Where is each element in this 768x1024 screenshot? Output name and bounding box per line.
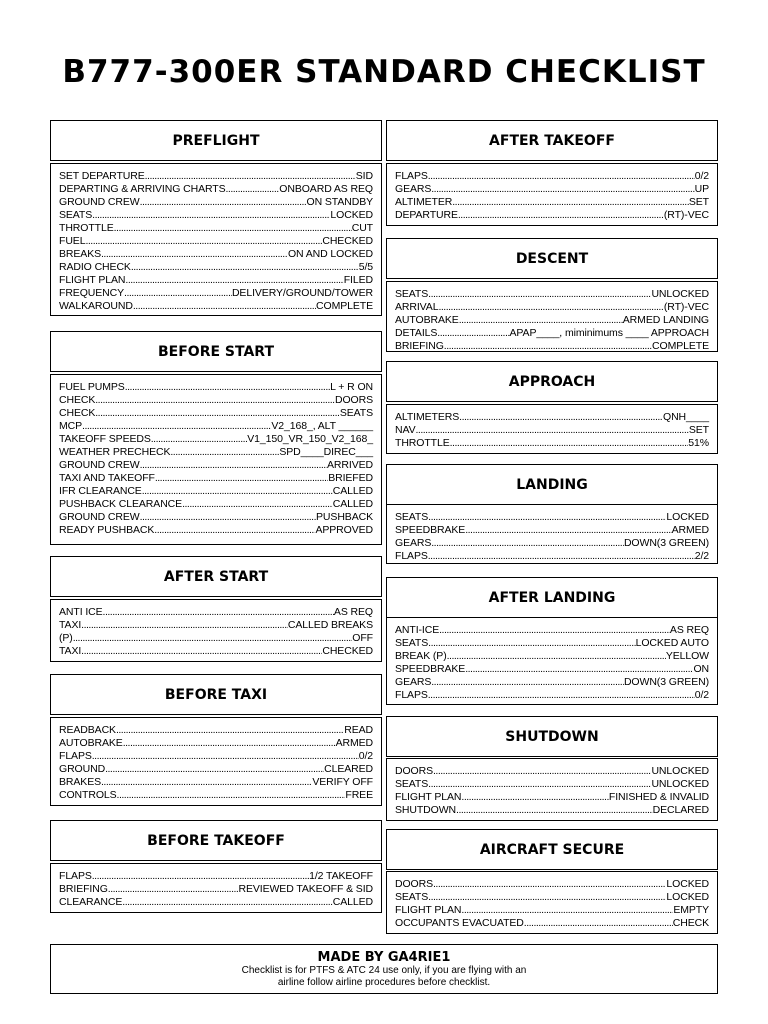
checklist-row <box>395 778 709 791</box>
checklist-item-value: DECLARED <box>652 804 709 816</box>
section-items-after-start <box>50 599 382 662</box>
dot-leader <box>81 619 288 632</box>
checklist-item-value: ARMED LANDING <box>622 314 709 326</box>
checklist-item-label: OCCUPANTS EVACUATED <box>395 917 524 929</box>
section-items-before-takeoff <box>50 863 382 913</box>
checklist-row <box>59 196 373 209</box>
checklist-row <box>395 650 709 663</box>
checklist-item-label: GROUND CREW <box>59 196 140 208</box>
dot-leader <box>92 870 309 883</box>
dot-leader <box>101 248 288 261</box>
dot-leader <box>140 459 327 472</box>
checklist-item-label: SPEEDBRAKE <box>395 663 466 675</box>
checklist-item-value: V2_168_, ALT ______ <box>271 420 373 432</box>
checklist-item-label: GROUND CREW <box>59 511 140 523</box>
checklist-row <box>59 896 373 909</box>
checklist-item-label: GEARS <box>395 537 432 549</box>
checklist-row <box>59 776 373 789</box>
checklist-row <box>395 314 709 327</box>
checklist-row <box>59 459 373 472</box>
dot-leader <box>428 891 666 904</box>
section-items-landing <box>386 504 718 564</box>
dot-leader <box>433 878 666 891</box>
checklist-item-value: V1_150_VR_150_V2_168_ <box>247 433 373 445</box>
checklist-item-label: BREAKS <box>59 248 101 260</box>
checklist-item-value: OFF <box>352 632 373 644</box>
checklist-item-label: BRIEFING <box>395 340 444 352</box>
dot-leader <box>95 394 335 407</box>
checklist-row <box>59 763 373 776</box>
checklist-item-label: FLAPS <box>395 550 428 562</box>
checklist-item-label: SPEEDBRAKE <box>395 524 466 536</box>
checklist-row <box>395 170 709 183</box>
checklist-row <box>395 637 709 650</box>
section-header-after-takeoff: AFTER TAKEOFF <box>386 120 718 161</box>
checklist-row <box>395 791 709 804</box>
checklist-item-label: THROTTLE <box>395 437 450 449</box>
checklist-row <box>395 340 709 353</box>
section-header-preflight: PREFLIGHT <box>50 120 382 161</box>
checklist-item-value: EMPTY <box>673 904 709 916</box>
checklist-item-value: PUSHBACK <box>316 511 373 523</box>
dot-leader <box>103 606 334 619</box>
checklist-row <box>59 737 373 750</box>
checklist-item-value: APAP____, miminimums ____ APPROACH <box>509 327 709 339</box>
checklist-item-label: SEATS <box>395 778 429 790</box>
dot-leader <box>438 301 663 314</box>
checklist-item-label: TAXI <box>59 619 82 631</box>
checklist-item-label: DOORS <box>395 765 434 777</box>
dot-leader <box>416 424 689 437</box>
checklist-item-label: CLEARANCE <box>59 896 123 908</box>
dot-leader <box>117 789 346 802</box>
checklist-item-label: READY PUSHBACK <box>59 524 155 536</box>
dot-leader <box>92 209 330 222</box>
dot-leader <box>428 637 635 650</box>
dot-leader <box>465 524 671 537</box>
checklist-item-value: 5/5 <box>358 261 373 273</box>
checklist-item-label: ARRIVAL <box>395 301 439 313</box>
checklist-row <box>395 288 709 301</box>
checklist-row <box>395 183 709 196</box>
section-header-shutdown: SHUTDOWN <box>386 716 718 757</box>
checklist-item-value: L + R ON <box>330 381 373 393</box>
dot-leader <box>182 498 333 511</box>
checklist-row <box>59 750 373 763</box>
section-header-descent: DESCENT <box>386 238 718 279</box>
checklist-item-value: DOWN(3 GREEN) <box>623 676 709 688</box>
checklist-item-value: 51% <box>688 437 709 449</box>
dot-leader <box>124 287 232 300</box>
checklist-row <box>395 917 709 930</box>
checklist-item-value: 0/2 <box>694 170 709 182</box>
checklist-row <box>395 437 709 450</box>
checklist-item-value: LOCKED <box>666 878 709 890</box>
checklist-item-label: FLAPS <box>395 170 428 182</box>
checklist-item-label: SEATS <box>59 209 93 221</box>
dot-leader <box>226 183 280 196</box>
checklist-item-label: FUEL <box>59 235 86 247</box>
section-items-aircraft-secure <box>386 871 718 934</box>
checklist-item-label: IFR CLEARANCE <box>59 485 142 497</box>
checklist-row <box>395 676 709 689</box>
checklist-row <box>59 883 373 896</box>
checklist-item-value: LOCKED <box>330 209 373 221</box>
checklist-row <box>59 287 373 300</box>
checklist-item-value: CLEARED <box>324 763 373 775</box>
checklist-row <box>59 407 373 420</box>
checklist-item-value: UP <box>694 183 709 195</box>
checklist-item-value: FREE <box>345 789 373 801</box>
dot-leader <box>154 524 315 537</box>
checklist-row <box>59 183 373 196</box>
checklist-item-value: 0/2 <box>694 689 709 701</box>
checklist-row <box>395 327 709 340</box>
checklist-item-label: AUTOBRAKE <box>59 737 123 749</box>
checklist-row <box>59 446 373 459</box>
checklist-item-value: FINISHED & INVALID <box>608 791 709 803</box>
checklist-item-value: 2/2 <box>694 550 709 562</box>
checklist-row <box>59 274 373 287</box>
dot-leader <box>170 446 279 459</box>
checklist-row <box>59 789 373 802</box>
checklist-item-label: SHUTDOWN <box>395 804 457 816</box>
checklist-item-value: ARMED <box>335 737 373 749</box>
checklist-row <box>59 632 373 645</box>
checklist-item-value: ON <box>693 663 709 675</box>
checklist-item-label: FUEL PUMPS <box>59 381 125 393</box>
checklist-row <box>395 550 709 563</box>
checklist-item-label: ANTI ICE <box>59 606 103 618</box>
dot-leader <box>122 896 332 909</box>
checklist-item-value: ARRIVED <box>327 459 373 471</box>
checklist-item-label: SEATS <box>395 511 429 523</box>
checklist-item-label: DEPARTURE <box>395 209 458 221</box>
checklist-row <box>59 645 373 658</box>
checklist-item-value: VERIFY OFF <box>312 776 373 788</box>
dot-leader <box>108 883 239 896</box>
checklist-item-label: SET DEPARTURE <box>59 170 145 182</box>
checklist-item-label: DETAILS <box>395 327 438 339</box>
checklist-item-value: UNLOCKED <box>651 778 709 790</box>
checklist-item-label: WALKAROUND <box>59 300 133 312</box>
dot-leader <box>140 511 316 524</box>
checklist-row <box>59 209 373 222</box>
checklist-row <box>395 196 709 209</box>
dot-leader <box>155 472 328 485</box>
section-header-landing: LANDING <box>386 464 718 505</box>
section-header-after-start: AFTER START <box>50 556 382 597</box>
checklist-item-label: TAXI <box>59 645 82 657</box>
checklist-row <box>395 524 709 537</box>
dot-leader <box>142 485 333 498</box>
checklist-item-value: AS REQ <box>333 606 373 618</box>
checklist-row <box>59 433 373 446</box>
checklist-item-label: DOORS <box>395 878 434 890</box>
dot-leader <box>428 288 651 301</box>
footer-title: MADE BY GA4RIE1 <box>317 950 451 965</box>
checklist-row <box>59 511 373 524</box>
checklist-row <box>59 420 373 433</box>
checklist-row <box>59 498 373 511</box>
dot-leader <box>431 183 694 196</box>
dot-leader <box>437 327 509 340</box>
dot-leader <box>116 724 344 737</box>
checklist-row <box>395 663 709 676</box>
checklist-item-label: FLAPS <box>395 689 428 701</box>
dot-leader <box>92 750 359 763</box>
section-header-aircraft-secure: AIRCRAFT SECURE <box>386 829 718 870</box>
checklist-item-value: DOWN(3 GREEN) <box>623 537 709 549</box>
checklist-item-label: SEATS <box>395 637 429 649</box>
checklist-item-value: LOCKED AUTO <box>635 637 709 649</box>
dot-leader <box>82 420 271 433</box>
section-header-approach: APPROACH <box>386 361 718 402</box>
checklist-item-value: CALLED <box>332 896 373 908</box>
dot-leader <box>105 763 324 776</box>
dot-leader <box>123 737 336 750</box>
checklist-item-label: TAXI AND TAKEOFF <box>59 472 155 484</box>
checklist-row <box>395 904 709 917</box>
dot-leader <box>95 407 340 420</box>
checklist-item-label: CHECK <box>59 394 96 406</box>
checklist-row <box>59 170 373 183</box>
checklist-item-label: FLAPS <box>59 750 92 762</box>
checklist-item-value: CHECK <box>672 917 709 929</box>
dot-leader <box>439 624 670 637</box>
checklist-item-label: SEATS <box>395 891 429 903</box>
dot-leader <box>524 917 673 930</box>
footer-note-line-1: Checklist is for PTFS & ATC 24 use only, if you are flying with an <box>241 965 527 976</box>
checklist-row <box>395 765 709 778</box>
checklist-item-label: TAKEOFF SPEEDS <box>59 433 151 445</box>
dot-leader <box>428 550 695 563</box>
checklist-row <box>395 624 709 637</box>
checklist-item-value: SID <box>355 170 373 182</box>
dot-leader <box>458 209 664 222</box>
checklist-item-value: AS REQ <box>669 624 709 636</box>
dot-leader <box>125 381 330 394</box>
dot-leader <box>151 433 247 446</box>
checklist-item-value: YELLOW <box>665 650 709 662</box>
checklist-item-value: SET <box>688 424 709 436</box>
dot-leader <box>465 663 693 676</box>
checklist-row <box>59 394 373 407</box>
checklist-row <box>59 606 373 619</box>
checklist-item-value: LOCKED <box>666 891 709 903</box>
checklist-item-label: RADIO CHECK <box>59 261 131 273</box>
checklist-item-value: FILED <box>343 274 373 286</box>
section-header-before-start: BEFORE START <box>50 331 382 372</box>
checklist-item-label: FLIGHT PLAN <box>395 904 462 916</box>
checklist-item-label: BREAK (P) <box>395 650 447 662</box>
checklist-row <box>395 424 709 437</box>
page-title: B777-300ER STANDARD CHECKLIST <box>62 54 706 90</box>
section-header-before-takeoff: BEFORE TAKEOFF <box>50 820 382 861</box>
section-items-descent <box>386 281 718 352</box>
dot-leader <box>85 235 322 248</box>
dot-leader <box>133 300 316 313</box>
checklist-item-label: GEARS <box>395 183 432 195</box>
checklist-row <box>395 511 709 524</box>
checklist-row <box>395 878 709 891</box>
checklist-row <box>59 300 373 313</box>
checklist-item-value: COMPLETE <box>316 300 373 312</box>
section-items-before-taxi <box>50 717 382 806</box>
checklist-row <box>59 472 373 485</box>
section-items-after-takeoff <box>386 163 718 226</box>
checklist-item-value: APPROVED <box>315 524 373 536</box>
checklist-item-value: ON AND LOCKED <box>287 248 373 260</box>
checklist-item-value: CALLED <box>332 498 373 510</box>
checklist-item-value: DOORS <box>334 394 373 406</box>
section-items-preflight <box>50 163 382 316</box>
checklist-item-value: QNH____ <box>663 411 709 423</box>
checklist-row <box>59 485 373 498</box>
dot-leader <box>431 537 624 550</box>
section-header-before-taxi: BEFORE TAXI <box>50 674 382 715</box>
dot-leader <box>452 196 689 209</box>
dot-leader <box>101 776 312 789</box>
section-items-shutdown <box>386 758 718 821</box>
checklist-row <box>395 209 709 222</box>
checklist-item-value: (RT)-VEC <box>663 209 709 221</box>
checklist-item-label: (P) <box>59 632 73 644</box>
checklist-item-value: READ <box>344 724 373 736</box>
checklist-item-label: SEATS <box>395 288 429 300</box>
checklist-item-label: ANTI-ICE <box>395 624 440 636</box>
checklist-item-label: AUTOBRAKE <box>395 314 459 326</box>
dot-leader <box>450 437 689 450</box>
checklist-item-value: (RT)-VEC <box>663 301 709 313</box>
checklist-row <box>395 537 709 550</box>
dot-leader <box>428 689 695 702</box>
checklist-item-label: GEARS <box>395 676 432 688</box>
checklist-row <box>395 411 709 424</box>
checklist-row <box>59 381 373 394</box>
checklist-item-value: UNLOCKED <box>651 288 709 300</box>
checklist-row <box>395 301 709 314</box>
checklist-item-label: GROUND CREW <box>59 459 140 471</box>
section-items-before-start <box>50 374 382 545</box>
checklist-item-label: ALTIMETERS <box>395 411 460 423</box>
checklist-item-label: ALTIMETER <box>395 196 453 208</box>
checklist-item-label: MCP <box>59 420 83 432</box>
checklist-item-value: CUT <box>351 222 373 234</box>
checklist-item-label: GROUND <box>59 763 106 775</box>
checklist-item-value: DELIVERY/GROUND/TOWER <box>231 287 373 299</box>
footer-credits <box>50 944 718 994</box>
checklist-item-label: CONTROLS <box>59 789 117 801</box>
checklist-item-value: SEATS <box>339 407 373 419</box>
dot-leader <box>459 411 663 424</box>
checklist-item-label: BRIEFING <box>59 883 108 895</box>
section-header-after-landing: AFTER LANDING <box>386 577 718 618</box>
checklist-item-value: SPD____DIREC___ <box>279 446 373 458</box>
checklist-item-value: LOCKED <box>666 511 709 523</box>
dot-leader <box>428 170 695 183</box>
checklist-row <box>59 524 373 537</box>
checklist-item-value: 0/2 <box>358 750 373 762</box>
checklist-item-value: COMPLETE <box>652 340 709 352</box>
dot-leader <box>145 170 356 183</box>
checklist-item-value: CHECKED <box>322 645 373 657</box>
dot-leader <box>444 340 652 353</box>
checklist-row <box>395 689 709 702</box>
checklist-row <box>59 248 373 261</box>
checklist-row <box>59 222 373 235</box>
dot-leader <box>461 791 608 804</box>
dot-leader <box>461 904 673 917</box>
checklist-item-value: 1/2 TAKEOFF <box>309 870 373 882</box>
dot-leader <box>131 261 359 274</box>
checklist-item-label: FLIGHT PLAN <box>395 791 462 803</box>
checklist-item-label: FLAPS <box>59 870 92 882</box>
checklist-row <box>59 619 373 632</box>
dot-leader <box>447 650 666 663</box>
dot-leader <box>459 314 623 327</box>
checklist-item-label: FLIGHT PLAN <box>59 274 126 286</box>
checklist-item-label: FREQUENCY <box>59 287 125 299</box>
checklist-item-value: ONBOARD AS REQ <box>279 183 373 195</box>
checklist-item-label: THROTTLE <box>59 222 114 234</box>
checklist-item-value: CHECKED <box>322 235 373 247</box>
dot-leader <box>456 804 653 817</box>
checklist-row <box>59 235 373 248</box>
checklist-row <box>59 261 373 274</box>
dot-leader <box>428 778 651 791</box>
checklist-item-label: BRAKES <box>59 776 101 788</box>
checklist-item-label: CHECK <box>59 407 96 419</box>
checklist-item-value: CALLED <box>332 485 373 497</box>
dot-leader <box>140 196 307 209</box>
dot-leader <box>81 645 322 658</box>
dot-leader <box>73 632 353 645</box>
checklist-item-value: ARMED <box>671 524 709 536</box>
dot-leader <box>428 511 666 524</box>
dot-leader <box>114 222 352 235</box>
section-items-approach <box>386 404 718 454</box>
checklist-item-label: PUSHBACK CLEARANCE <box>59 498 183 510</box>
footer-note-line-2: airline follow airline procedures before checklist. <box>277 977 491 988</box>
dot-leader <box>125 274 343 287</box>
checklist-item-label: NAV <box>395 424 416 436</box>
checklist-row <box>59 724 373 737</box>
checklist-row <box>395 891 709 904</box>
checklist-row <box>59 870 373 883</box>
checklist-item-value: REVIEWED TAKEOFF & SID <box>238 883 373 895</box>
dot-leader <box>431 676 624 689</box>
checklist-item-value: UNLOCKED <box>651 765 709 777</box>
checklist-item-value: BRIEFED <box>328 472 373 484</box>
checklist-item-label: DEPARTING & ARRIVING CHARTS <box>59 183 226 195</box>
checklist-item-label: WEATHER PRECHECK <box>59 446 171 458</box>
checklist-item-value: SET <box>688 196 709 208</box>
checklist-item-label: READBACK <box>59 724 116 736</box>
checklist-item-value: ON STANDBY <box>306 196 373 208</box>
dot-leader <box>433 765 651 778</box>
checklist-row <box>395 804 709 817</box>
section-items-after-landing <box>386 617 718 705</box>
checklist-item-value: CALLED BREAKS <box>287 619 373 631</box>
